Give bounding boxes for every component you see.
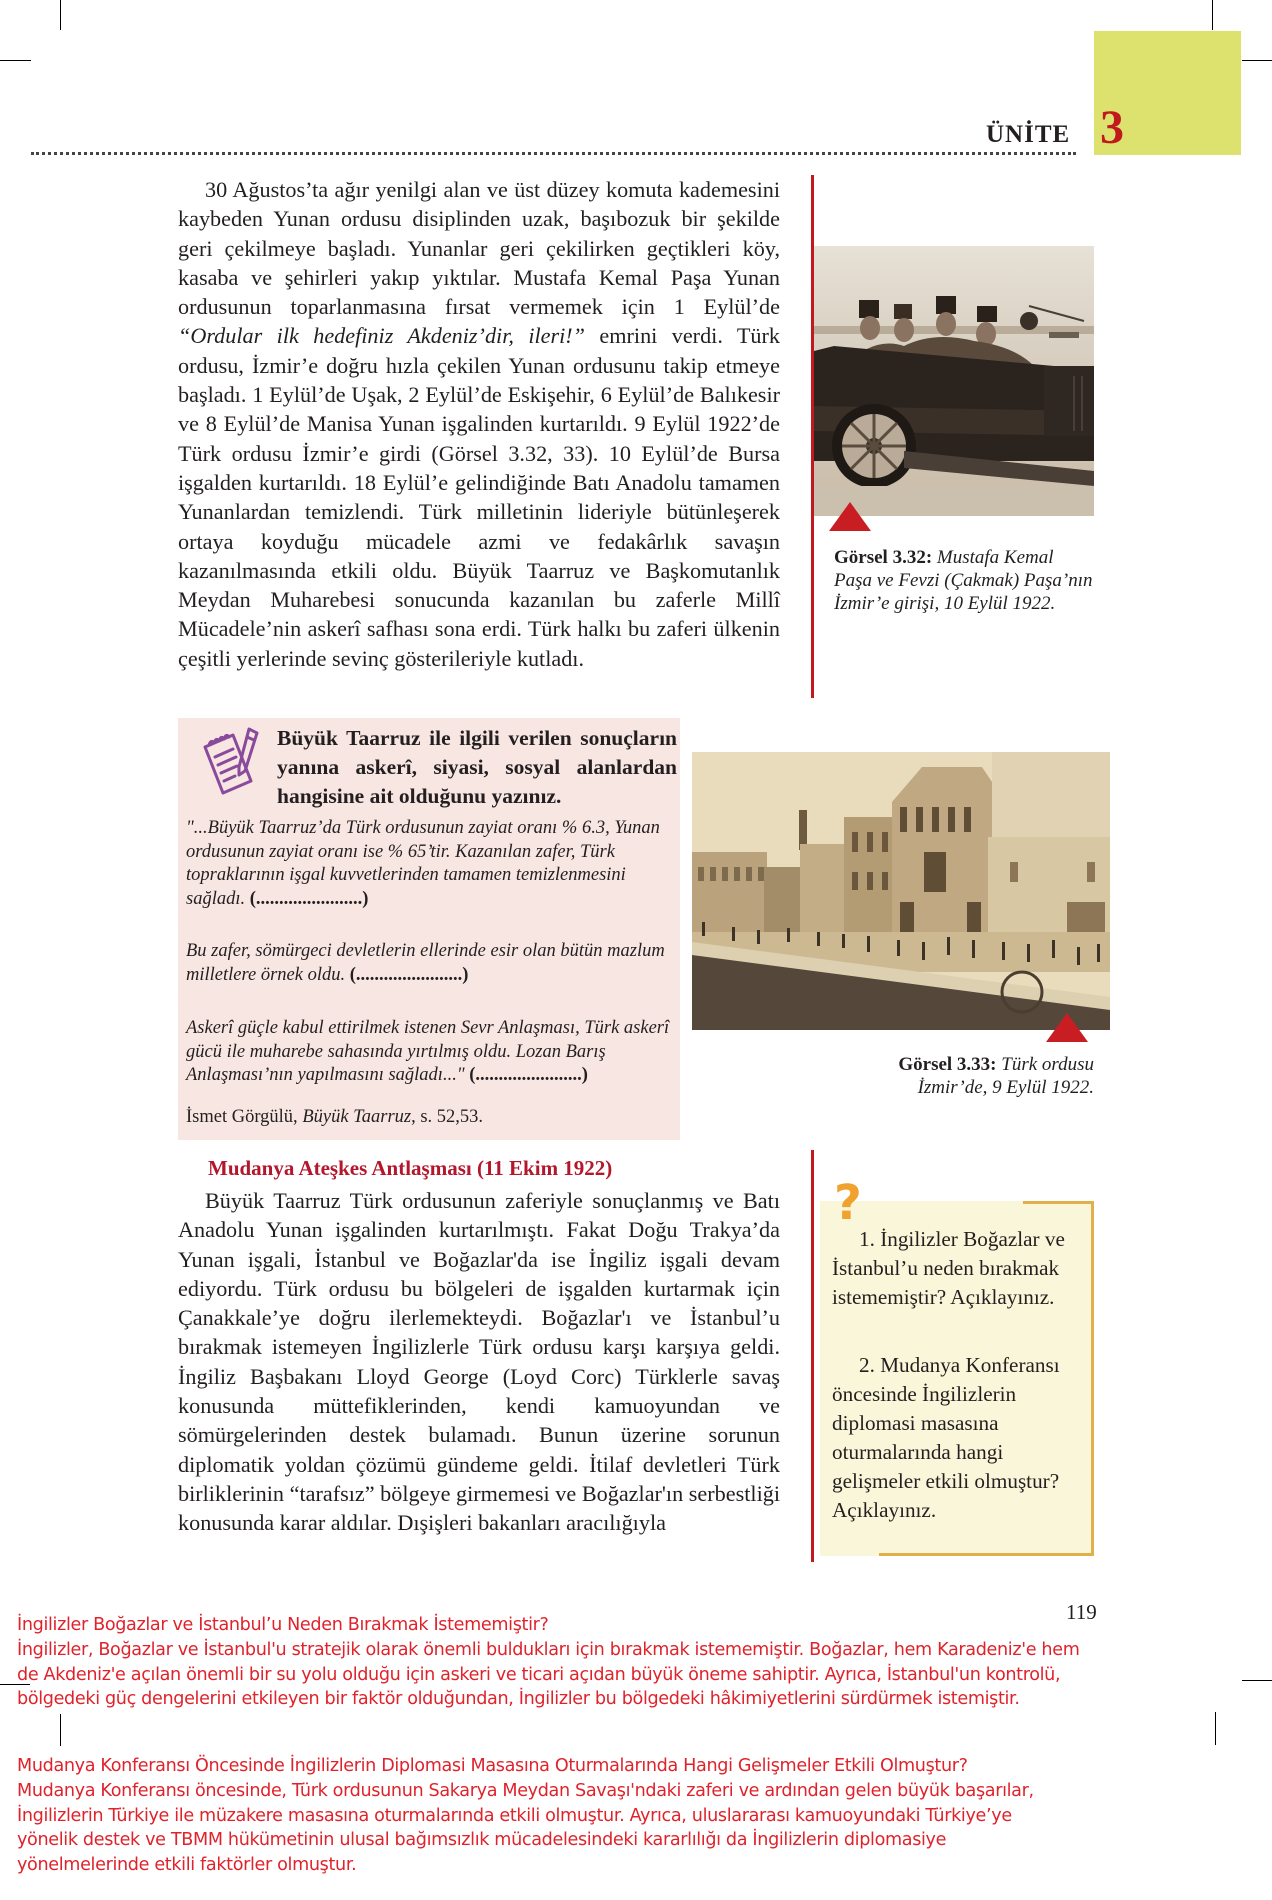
- caption-text: İzmir’e girişi, 10 Eylül 1922.: [834, 593, 1056, 614]
- photo-car-icon: [814, 246, 1094, 516]
- figure-marker-icon: [1046, 1013, 1088, 1042]
- main-paragraph-2: [178, 1186, 780, 1538]
- crop-mark: [0, 60, 31, 61]
- crop-mark: [1215, 1712, 1216, 1745]
- figure-label: Görsel 3.33:: [898, 1054, 997, 1075]
- answer-2-overlay: [17, 1754, 1267, 1878]
- activity-item: [186, 817, 676, 911]
- question-box-border: [879, 1553, 1094, 1556]
- figure-3-32-photo: [814, 246, 1094, 516]
- activity-item: [186, 940, 676, 987]
- paragraph-text: Büyük Taarruz Türk ordusunun zaferiyle sonuçlanmış ve Batı Anadolu Yunan işgalinden kurtarılmıştı. Fakat Doğu Trakya’da Yunan işgali, İstanbul ve Boğazlar'da ise İngiliz işgali devam ediyordu. Türk ordusu bu bölgeleri de işgalden kurtarmak için Çanakkale’ye doğru ilerlemekteydi. Boğazlar'ı ve İstanbul’u bırakmak istemeyen İngilizlerle Türk ordusu karşı karşıya geldi. İngiliz Başbakanı Lloyd George (Loyd Corc) Türklerle savaş konusunda müttefiklerinden, kendi kamuoyundan ve sömürgelerinden destek bulamadı. Bunun üzerine sorunun diplomatik yoldan çözümü gündeme geldi. İtilaf devletleri Türk birliklerinin “tarafsız” bölgeye girmemesi ve Boğazlar'ın serbestliği konusunda karar aldılar. Dışişleri bakanları aracılığıyla: [178, 1188, 780, 1536]
- question-1: [832, 1225, 1082, 1312]
- activity-item-text: Bu zafer, sömürgeci devletlerin ellerinde esir olan bütün mazlum milletlere örnek oldu.: [186, 941, 665, 985]
- crop-mark: [1242, 60, 1272, 61]
- answer-heading: Mudanya Konferansı Öncesinde İngilizlerin Diplomasi Masasına Oturmalarında Hangi Gelişmeler Etkili Olmuştur?: [17, 1756, 968, 1776]
- answer-line: İngilizler, Boğazlar ve İstanbul'u stratejik olarak önemli buldukları için bırakmak istememiştir. Boğazlar, hem Karadeniz'e hem: [17, 1639, 1080, 1660]
- question-mark-icon: ?: [834, 1175, 862, 1231]
- crop-mark: [1212, 0, 1213, 30]
- figure-3-32-caption: [834, 546, 1104, 615]
- source-author: İsmet Görgülü,: [186, 1107, 303, 1127]
- header-divider: [31, 152, 1076, 155]
- question-text: 1. İngilizler Boğazlar ve İstanbul’u neden bırakmak istememiştir? Açıklayınız.: [832, 1227, 1065, 1309]
- answer-line: Mudanya Konferansı öncesinde, Türk ordusunun Sakarya Meydan Savaşı'ndaki zaferi ve ardından gelen büyük başarılar,: [17, 1780, 1034, 1801]
- crop-mark: [60, 0, 61, 30]
- quoted-order: “Ordular ilk hedefiniz Akdeniz’dir, ileri!”: [178, 323, 586, 349]
- unit-number: 3: [1100, 101, 1124, 154]
- question-2: [832, 1351, 1082, 1525]
- figure-marker-icon: [829, 502, 871, 531]
- figure-3-33-caption: [850, 1053, 1094, 1099]
- answer-blank[interactable]: (.......................): [349, 964, 469, 985]
- question-text: 2. Mudanya Konferansı öncesinde İngilizlerin diplomasi masasına oturmalarında hangi gelişmeler etkili olmuştur? Açıklayınız.: [832, 1353, 1060, 1522]
- notepad-pencil-icon: [199, 725, 265, 795]
- caption-text: Mustafa Kemal: [936, 547, 1054, 568]
- answer-heading: İngilizler Boğazlar ve İstanbul’u Neden Bırakmak İstememiştir?: [17, 1615, 549, 1635]
- caption-text: Türk ordusu: [1001, 1054, 1094, 1075]
- source-pages: , s. 52,53.: [411, 1107, 484, 1127]
- caption-text: Paşa ve Fevzi (Çakmak) Paşa’nın: [834, 570, 1093, 591]
- figure-3-33-photo: [692, 752, 1110, 1030]
- page-number: 119: [1066, 1600, 1097, 1624]
- photo-city-icon: [692, 752, 1110, 1030]
- crop-mark: [60, 1714, 61, 1746]
- answer-line: yönelik destek ve TBMM hükümetinin ulusal bağımsızlık mücadelesindeki kararlılığı da İngilizlerin diplomasiye: [17, 1830, 947, 1851]
- activity-item-text: "...Büyük Taarruz’da Türk ordusunun zayiat oranı % 6.3, Yunan ordusunun zayiat oranı ise % 65’tir. Kazanılan zafer, Türk topraklarının işgal kuvvetlerinden tamamen temizlenmesini sağladı.: [186, 818, 660, 909]
- question-box-border: [1091, 1201, 1094, 1556]
- answer-line: yönelmelerinde etkili faktörler olmuştur.: [17, 1855, 357, 1876]
- figure-label: Görsel 3.32:: [834, 547, 933, 568]
- column-divider: [811, 1150, 814, 1562]
- activity-item-text: Askerî güçle kabul ettirilmek istenen Sevr Anlaşması, Türk askerî gücü ile muharebe sahasında yırtılmış oldu. Lozan Barış Anlaşması’nın yapılmasını sağladı...": [186, 1018, 670, 1085]
- paragraph-text: 30 Ağustos’ta ağır yenilgi alan ve üst düzey komuta kademesini kaybeden Yunan ordusu disiplinden uzak, başıbozuk bir şekilde geri çekilmeye başladı. Yunanlar geri çekilirken geçtikleri köy, kasaba ve şehirleri yakıp yıktılar. Mustafa Kemal Paşa Yunan ordusunun toparlanmasına fırsat vermemek için 1 Eylül’de: [178, 177, 780, 320]
- answer-line: de Akdeniz'e açılan önemli bir su yolu olduğu için askeri ve ticari açıdan büyük öneme sahiptir. Ayrıca, İstanbul'un kontrolü,: [17, 1664, 1061, 1685]
- answer-1-overlay: [17, 1613, 1267, 1712]
- answer-line: bölgedeki güç dengelerini etkileyen bir faktör olduğundan, İngilizler bu bölgedeki hâkimiyetlerini sürdürmek istemiştir.: [17, 1689, 1020, 1710]
- answer-line: İngilizlerin Türkiye ile müzakere masasına oturmalarında etkili olmuştur. Ayrıca, uluslararası kamuoyundaki Türkiye’ye: [17, 1805, 1012, 1826]
- unit-label: ÜNİTE: [986, 121, 1071, 148]
- main-paragraph-1: [178, 175, 780, 673]
- source-title: Büyük Taarruz: [302, 1107, 412, 1127]
- activity-item: [186, 1017, 676, 1088]
- answer-blank[interactable]: (.......................): [469, 1065, 588, 1085]
- section-heading: Mudanya Ateşkes Antlaşması (11 Ekim 1922): [208, 1156, 613, 1180]
- question-box-border: [1023, 1201, 1094, 1204]
- answer-blank[interactable]: (.......................): [249, 888, 369, 909]
- activity-title: Büyük Taarruz ile ilgili verilen sonuçların yanına askerî, siyasi, sosyal alanlardan hangisine ait olduğunu yazınız.: [277, 726, 677, 808]
- paragraph-text: emrini verdi. Türk ordusu, İzmir’e doğru hızla çekilen Yunan ordusunu takip etmeye başladı. 1 Eylül’de Uşak, 2 Eylül’de Eskişehir, 6 Eylül’de Balıkesir ve 8 Eylül’de Manisa Yunan işgalinden kurtarıldı. 9 Eylül 1922’de Türk ordusu İzmir’e girdi (Görsel 3.32, 33). 10 Eylül’de Bursa işgalden kurtarıldı. 18 Eylül’e gelindiğinde Batı Anadolu tamamen Yunanlardan temizlendi. Türk milletinin lideriyle bütünleşerek ortaya koyduğu mücadele azmi ve fedakârlık savaşın kazanılmasında etkili oldu. Büyük Taarruz ve Başkomutanlık Meydan Muharebesi sonucunda kazanılan bu zaferle Millî Mücadele’nin askerî safhası sona erdi. Türk halkı bu zaferi ülkenin çeşitli yerlerinde sevinç gösterileriyle kutladı.: [178, 323, 780, 671]
- caption-text: İzmir’de, 9 Eylül 1922.: [917, 1077, 1094, 1098]
- activity-source: [186, 1106, 483, 1129]
